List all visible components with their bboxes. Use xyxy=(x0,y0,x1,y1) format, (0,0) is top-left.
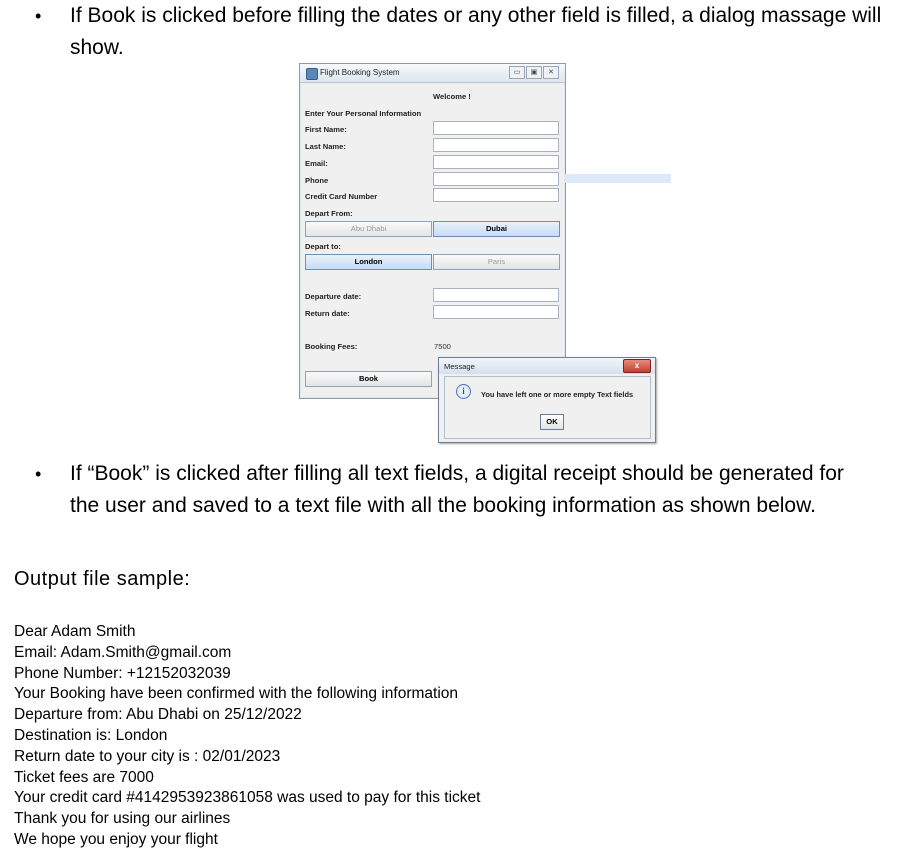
book-button[interactable]: Book xyxy=(305,371,432,387)
maximize-icon[interactable]: ▣ xyxy=(526,66,542,79)
from-dubai-button[interactable]: Dubai xyxy=(433,221,560,237)
receipt-line: Return date to your city is : 02/01/2023 xyxy=(14,747,281,765)
from-abu-dhabi-button[interactable]: Abu Dhabi xyxy=(305,221,432,237)
java-app-icon xyxy=(306,68,318,80)
receipt-line: Departure from: Abu Dhabi on 25/12/2022 xyxy=(14,706,302,724)
bullet-marker: • xyxy=(35,464,42,484)
close-icon[interactable]: x xyxy=(623,359,651,373)
last-name-label: Last Name: xyxy=(305,142,346,151)
phone-label: Phone xyxy=(305,176,329,185)
to-london-button[interactable]: London xyxy=(305,254,432,270)
depart-from-label: Depart From: xyxy=(305,209,353,218)
last-name-field[interactable] xyxy=(433,138,559,152)
flight-booking-window xyxy=(299,63,566,399)
output-heading: Output file sample: xyxy=(14,568,191,590)
receipt-line: Dear Adam Smith xyxy=(14,623,136,640)
receipt-line: Thank you for using our airlines xyxy=(14,810,231,828)
window-title: Flight Booking System xyxy=(320,68,400,77)
receipt-line: Ticket fees are 7000 xyxy=(14,768,154,786)
bullet-text xyxy=(70,0,910,64)
bullet-marker: • xyxy=(35,6,42,26)
message-dialog xyxy=(438,357,656,443)
dialog-body xyxy=(444,376,651,439)
email-field[interactable] xyxy=(433,155,559,169)
bullet-line: show. xyxy=(70,36,124,59)
window-controls xyxy=(508,66,559,79)
dialog-message: You have left one or more empty Text fields xyxy=(481,390,634,399)
receipt-line: Destination is: London xyxy=(14,726,168,744)
receipt-line: Your credit card #4142953923861058 was used to pay for this ticket xyxy=(14,789,481,807)
credit-card-label: Credit Card Number xyxy=(305,192,378,201)
receipt-line: We hope you enjoy your flight xyxy=(14,830,218,848)
receipt-line: Phone Number: +12152032039 xyxy=(14,664,231,682)
minimize-icon[interactable]: ▭ xyxy=(509,66,525,79)
section-label: Enter Your Personal Information xyxy=(305,109,422,118)
to-paris-button[interactable]: Paris xyxy=(433,254,560,270)
info-icon: i xyxy=(456,384,471,399)
bullet-line: the user and saved to a text file with all the booking information as shown below. xyxy=(70,494,816,517)
receipt-line: Email: Adam.Smith@gmail.com xyxy=(14,643,232,661)
close-icon[interactable]: ✕ xyxy=(543,66,559,79)
credit-card-field[interactable] xyxy=(433,188,559,202)
return-date-label: Return date: xyxy=(305,309,350,318)
departure-date-field[interactable] xyxy=(433,288,559,302)
phone-field[interactable] xyxy=(433,172,559,186)
first-name-field[interactable] xyxy=(433,121,559,135)
dialog-title: Message xyxy=(444,362,475,371)
highlight-strip xyxy=(565,174,671,183)
receipt-sample xyxy=(14,622,480,851)
bullet-line: If Book is clicked before filling the dates or any other field is filled, a dialog massage will xyxy=(70,4,882,27)
ok-button[interactable]: OK xyxy=(540,414,564,430)
dialog-titlebar xyxy=(439,358,655,374)
booking-fees-value: 7500 xyxy=(434,342,451,351)
bullet-text xyxy=(70,458,910,522)
return-date-field[interactable] xyxy=(433,305,559,319)
booking-fees-label: Booking Fees: xyxy=(305,342,358,351)
welcome-label: Welcome ! xyxy=(433,92,471,101)
window-titlebar xyxy=(300,64,565,83)
bullet-line: If “Book” is clicked after filling all text fields, a digital receipt should be generated for xyxy=(70,462,844,485)
email-label: Email: xyxy=(305,159,328,168)
depart-to-label: Depart to: xyxy=(305,242,341,251)
first-name-label: First Name: xyxy=(305,125,347,134)
departure-date-label: Departure date: xyxy=(305,292,362,301)
receipt-line: Your Booking have been confirmed with the following information xyxy=(14,685,459,703)
